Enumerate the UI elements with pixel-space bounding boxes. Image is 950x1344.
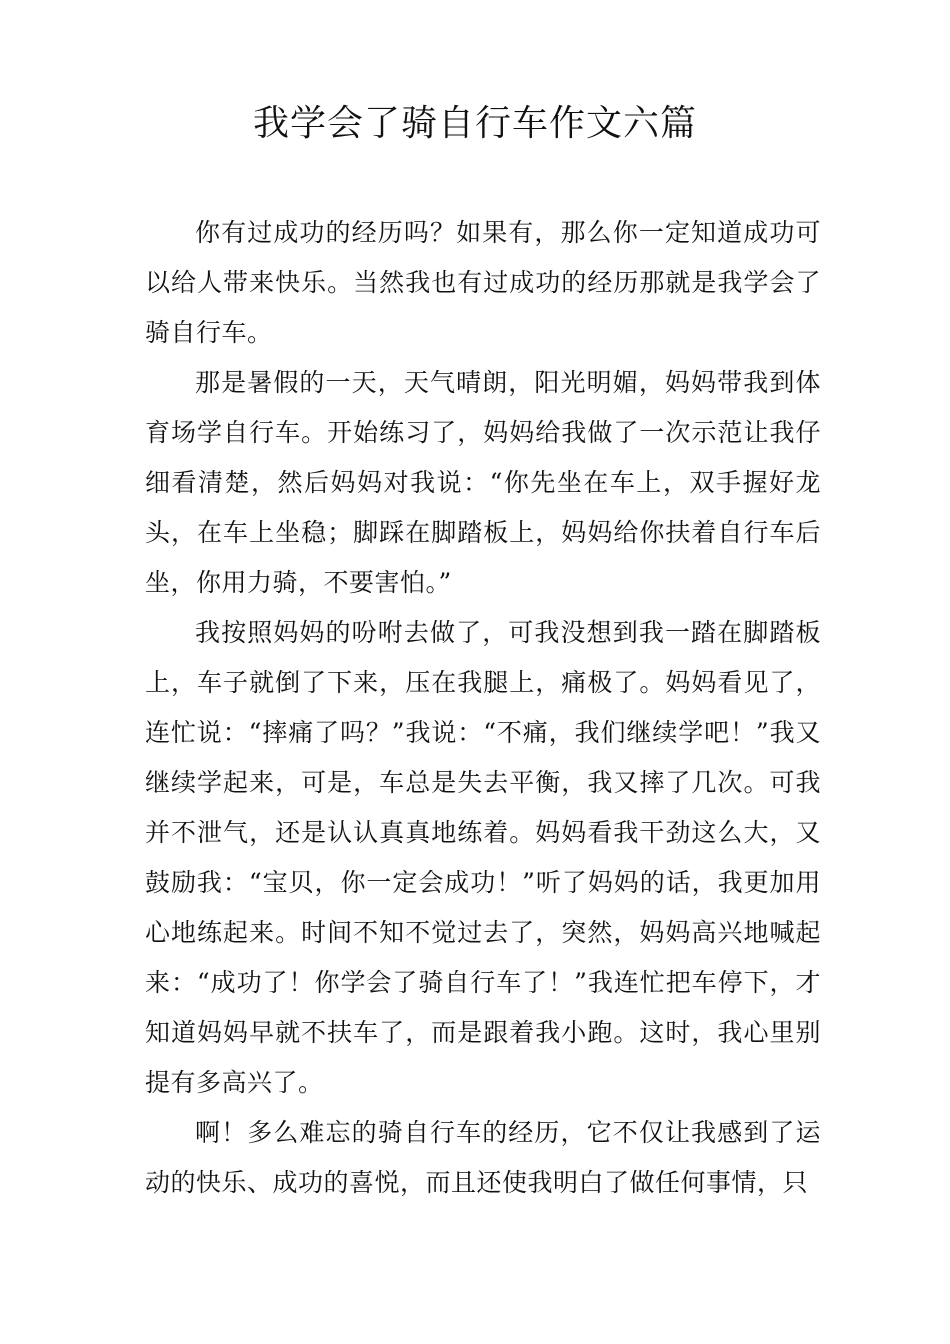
paragraph-3: 我按照妈妈的吩咐去做了，可我没想到我一踏在脚踏板上，车子就倒了下来，压在我腿上，痛极了。妈妈看见了，连忙说：“摔痛了吗？”我说：“不痛，我们继续学吧！”我又继续学起来，可是，车总是失去平衡，我又摔了几次。可我并不泄气，还是认认真真地练着。妈妈看我干劲这么大，又鼓励我：“宝贝，你一定会成功！”听了妈妈的话，我更加用心地练起来。时间不知不觉过去了，突然，妈妈高兴地喊起来：“成功了！你学会了骑自行车了！”我连忙把车停下，才知道妈妈早就不扶车了，而是跟着我小跑。这时，我心里别提有多高兴了。 [145, 618, 821, 1097]
paragraph-1: 你有过成功的经历吗？如果有，那么你一定知道成功可以给人带来快乐。当然我也有过成功的经历那就是我学会了骑自行车。 [145, 218, 821, 347]
paragraph-2: 那是暑假的一天，天气晴朗，阳光明媚，妈妈带我到体育场学自行车。开始练习了，妈妈给我做了一次示范让我仔细看清楚，然后妈妈对我说：“你先坐在车上，双手握好龙头，在车上坐稳；脚踩在脚踏板上，妈妈给你扶着自行车后坐，你用力骑，不要害怕。” [145, 368, 821, 597]
document-body [145, 208, 821, 1208]
document-title: 我学会了骑自行车作文六篇 [252, 103, 697, 144]
paragraph-4: 啊！多么难忘的骑自行车的经历，它不仅让我感到了运动的快乐、成功的喜悦，而且还使我明白了做任何事情，只 [145, 1118, 821, 1197]
